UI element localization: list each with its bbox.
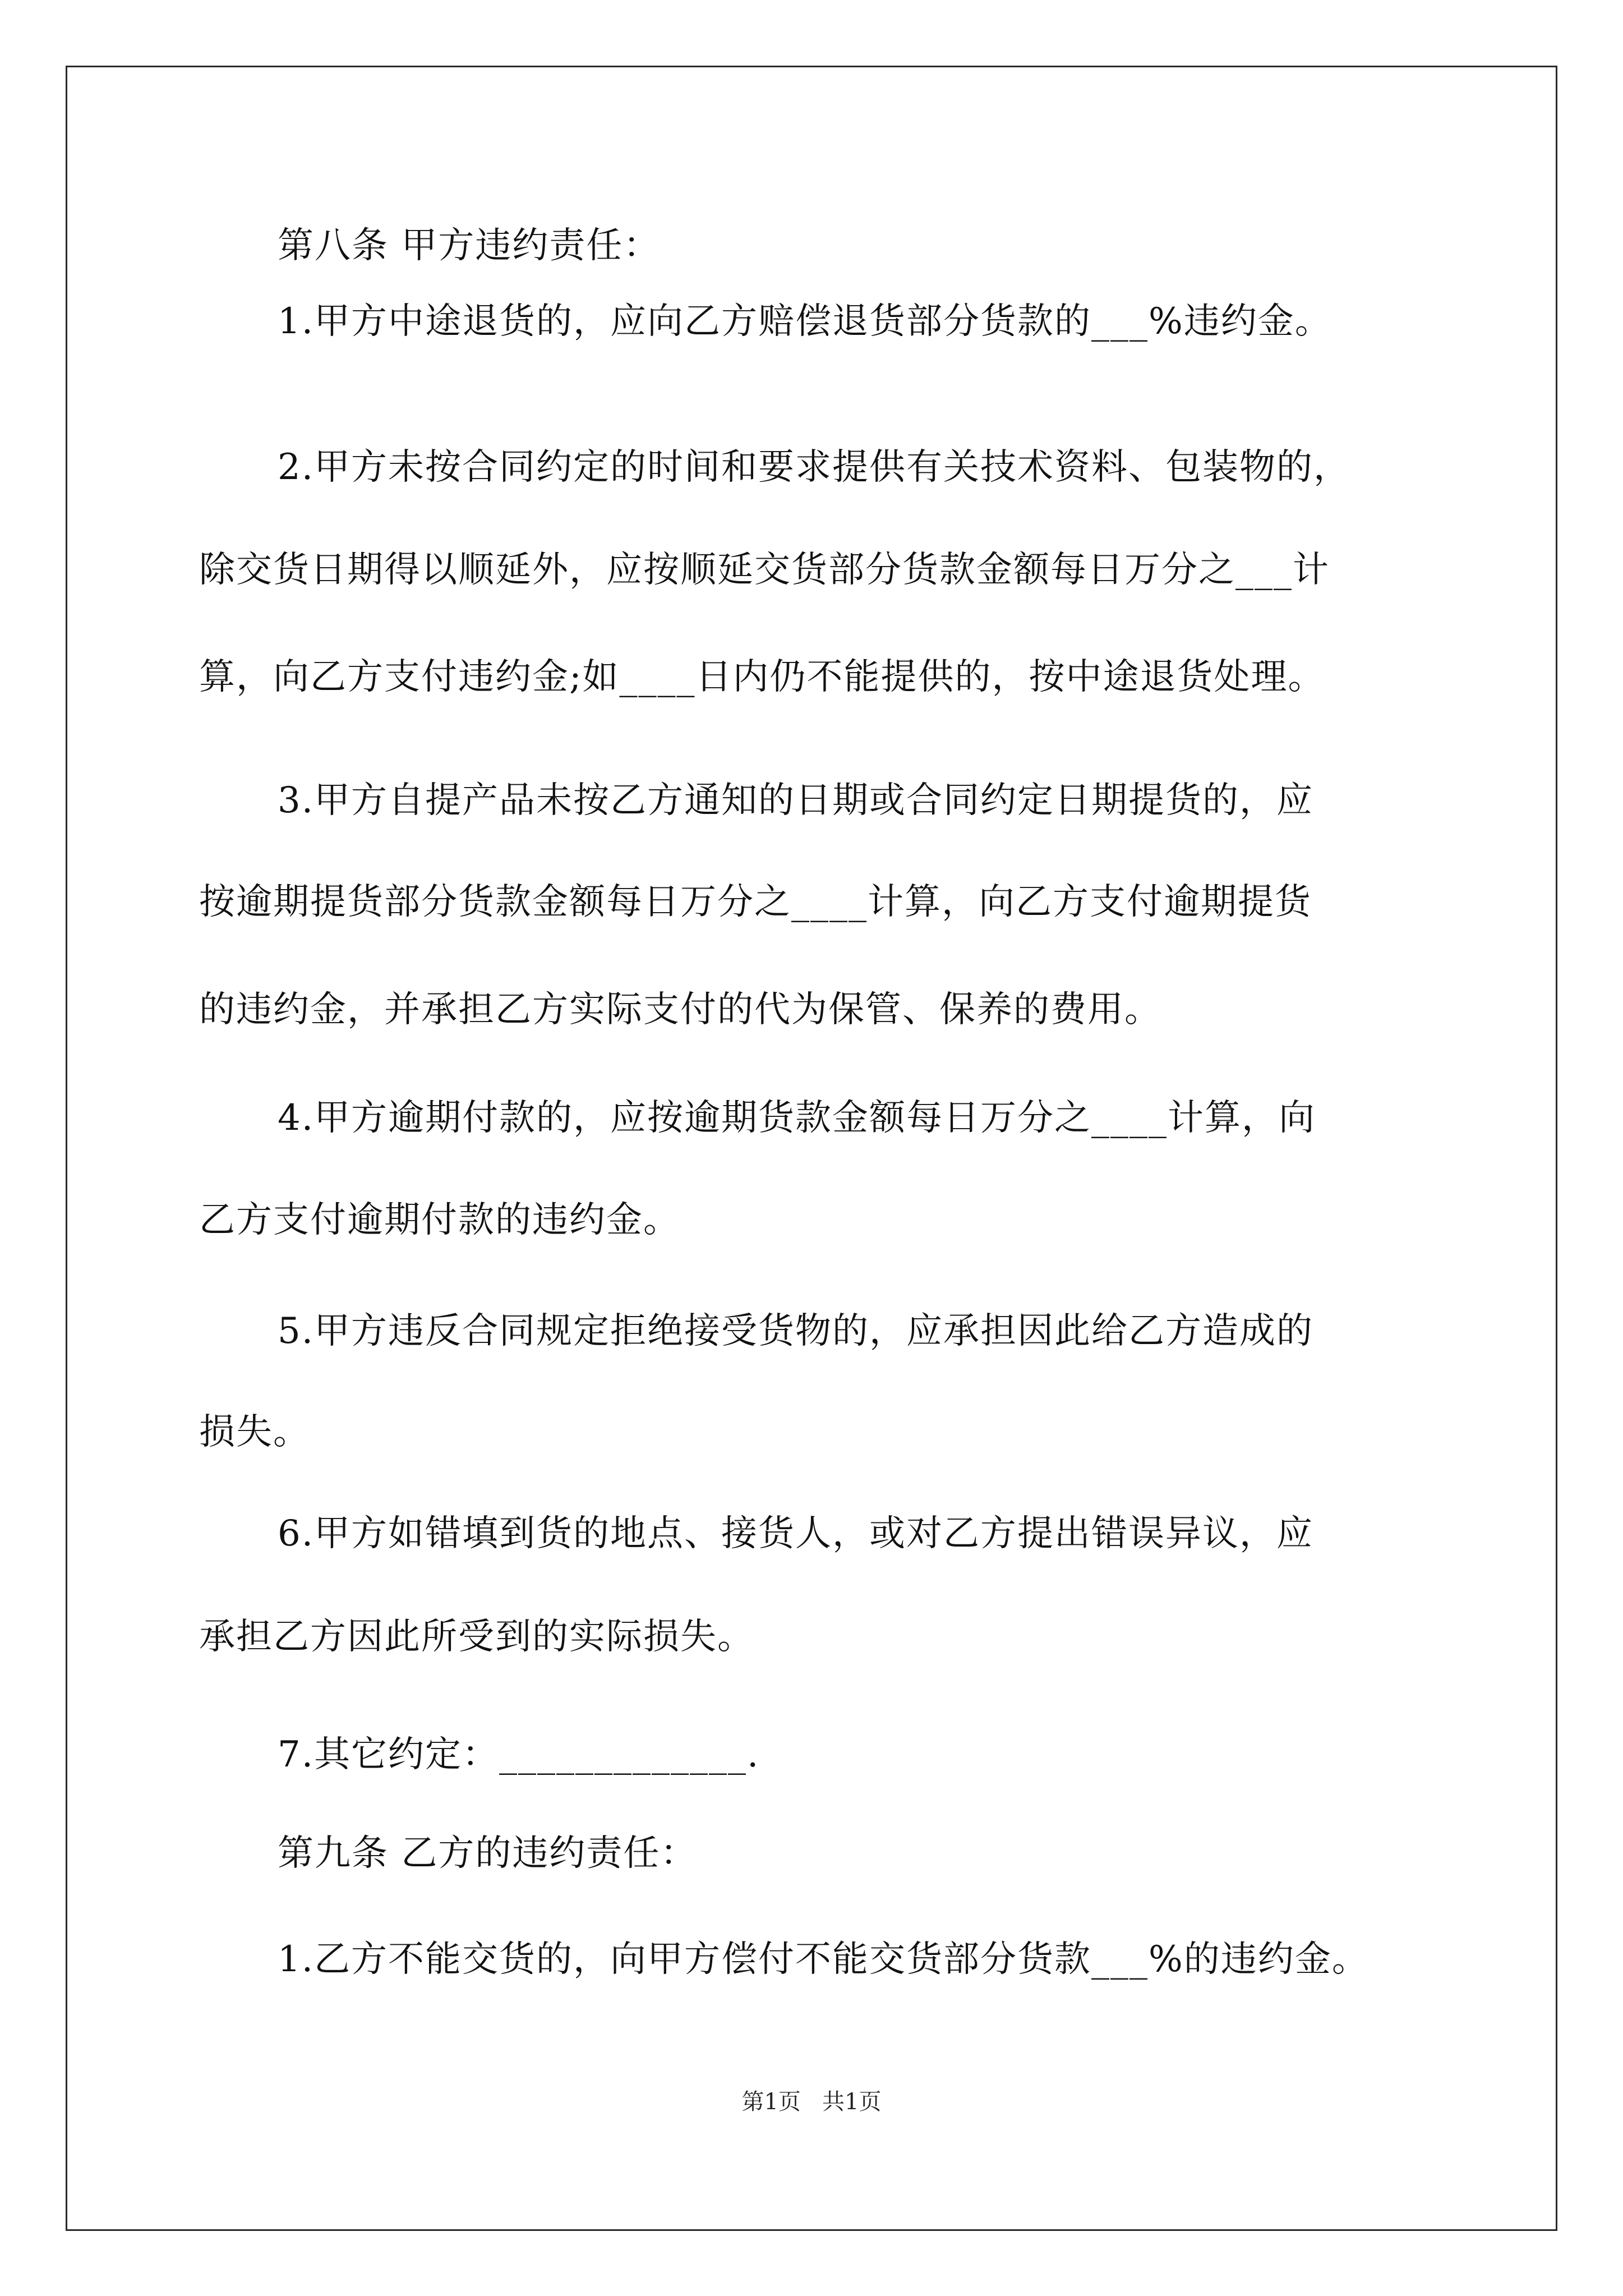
article-8-item-4-line-1: 4.甲方逾期付款的，应按逾期货款金额每日万分之____计算，向 <box>278 1097 1316 1139</box>
page-border <box>66 66 1557 2231</box>
article-9-item-1-line-1: 1.乙方不能交货的，向甲方偿付不能交货部分货款___%的违约金。 <box>278 1939 1369 1980</box>
article-8-item-3-line-1: 3.甲方自提产品未按乙方通知的日期或合同约定日期提货的，应 <box>278 780 1314 821</box>
article-8-item-2-line-2: 除交货日期得以顺延外，应按顺延交货部分货款金额每日万分之___计 <box>199 549 1330 591</box>
article-8-item-5-line-2: 损失。 <box>199 1411 310 1453</box>
article-8-item-2-line-3: 算，向乙方支付违约金;如____日内仍不能提供的，按中途退货处理。 <box>199 656 1325 698</box>
article-8-item-3-line-2: 按逾期提货部分货款金额每日万分之____计算，向乙方支付逾期提货 <box>199 881 1312 923</box>
article-8-item-3-line-3: 的违约金，并承担乙方实际支付的代为保管、保养的费用。 <box>199 989 1161 1030</box>
article-8-item-7-line-1: 7.其它约定：_____________. <box>278 1734 760 1775</box>
article-8-item-4-line-2: 乙方支付逾期付款的违约金。 <box>199 1199 680 1241</box>
article-8-heading: 第八条 甲方违约责任： <box>278 225 661 266</box>
article-8-item-6-line-2: 承担乙方因此所受到的实际损失。 <box>199 1616 754 1658</box>
article-8-item-1-line-1: 1.甲方中途退货的，应向乙方赔偿退货部分货款的___%违约金。 <box>278 301 1332 342</box>
article-8-item-6-line-1: 6.甲方如错填到货的地点、接货人，或对乙方提出错误异议，应 <box>278 1513 1314 1554</box>
article-8-item-5-line-1: 5.甲方违反合同规定拒绝接受货物的，应承担因此给乙方造成的 <box>278 1310 1314 1352</box>
article-8-item-2-line-1: 2.甲方未按合同约定的时间和要求提供有关技术资料、包装物的， <box>278 447 1351 488</box>
page-footer: 第1页 共1页 <box>741 2089 882 2115</box>
article-9-heading: 第九条 乙方的违约责任： <box>278 1833 698 1874</box>
